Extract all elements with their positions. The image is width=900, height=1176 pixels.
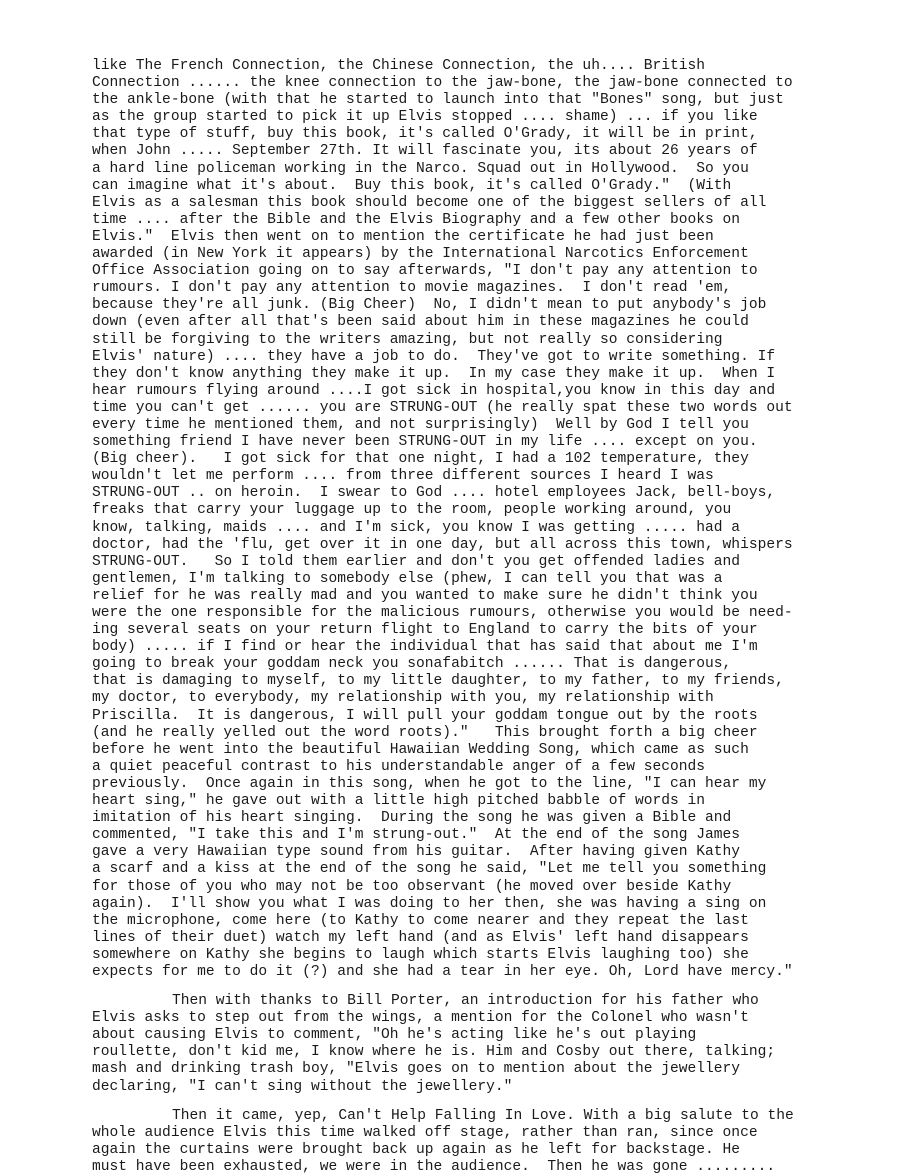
text-line: ing several seats on your return flight to England to carry the bits of your xyxy=(92,622,758,639)
text-line: the microphone, come here (to Kathy to come nearer and they repeat the last xyxy=(92,912,749,929)
text-line: because they're all junk. (Big Cheer) No, I didn't mean to put anybody's job xyxy=(92,297,767,314)
text-line: body) ..... if I find or hear the individual that has said that about me I'm xyxy=(92,639,758,656)
text-line: something friend I have never been STRUNG-OUT in my life .... except on you. xyxy=(92,434,758,451)
paragraph-2 xyxy=(92,993,852,1096)
text-line: declaring, "I can't sing without the jewellery." xyxy=(92,1078,513,1095)
text-line: previously. Once again in this song, when he got to the line, "I can hear my xyxy=(92,775,767,792)
text-line: every time he mentioned them, and not surprisingly) Well by God I tell you xyxy=(92,416,749,433)
text-line: a quiet peaceful contrast to his understandable anger of a few seconds xyxy=(92,758,706,775)
document-page xyxy=(92,58,852,1176)
text-line: time you can't get ...... you are STRUNG-OUT (he really spat these two words out xyxy=(92,399,793,416)
text-line: again). I'll show you what I was doing to her then, she was having a sing on xyxy=(92,895,767,912)
text-line: STRUNG-OUT .. on heroin. I swear to God .... hotel employees Jack, bell-boys, xyxy=(92,485,776,502)
text-line: Elvis." Elvis then went on to mention the certificate he had just been xyxy=(92,228,714,245)
text-line: heart sing," he gave out with a little high pitched babble of words in xyxy=(92,793,706,810)
text-line: Connection ...... the knee connection to the jaw-bone, the jaw-bone connected to xyxy=(92,75,793,92)
text-line: they don't know anything they make it up. In my case they make it up. When I xyxy=(92,365,776,382)
text-line: hear rumours flying around ....I got sick in hospital,you know in this day and xyxy=(92,382,776,399)
text-line: STRUNG-OUT. So I told them earlier and don't you get offended ladies and xyxy=(92,553,741,570)
text-line: can imagine what it's about. Buy this book, it's called O'Grady." (With xyxy=(92,177,732,194)
paragraph-gap xyxy=(92,1096,852,1108)
text-line: going to break your goddam neck you sonafabitch ...... That is dangerous, xyxy=(92,656,732,673)
text-line: (and he really yelled out the word roots)." This brought forth a big cheer xyxy=(92,724,758,741)
text-line: down (even after all that's been said about him in these magazines he could xyxy=(92,314,749,331)
text-line: Elvis as a salesman this book should become one of the biggest sellers of all xyxy=(92,194,767,211)
text-line: commented, "I take this and I'm strung-out." At the end of the song James xyxy=(92,827,741,844)
text-line: a hard line policeman working in the Narco. Squad out in Hollywood. So you xyxy=(92,160,749,177)
paragraph-gap xyxy=(92,981,852,993)
text-line: Office Association going on to say afterwards, "I don't pay any attention to xyxy=(92,263,758,280)
text-line: a scarf and a kiss at the end of the song he said, "Let me tell you something xyxy=(92,861,767,878)
text-line: must have been exhausted, we were in the audience. Then he was gone ......... xyxy=(92,1158,776,1175)
text-line: roullette, don't kid me, I know where he is. Him and Cosby out there, talking; xyxy=(92,1044,776,1061)
text-line: Then it came, yep, Can't Help Falling In Love. With a big salute to the xyxy=(172,1107,794,1124)
paragraph-1 xyxy=(92,58,852,981)
text-line: gentlemen, I'm talking to somebody else (phew, I can tell you that was a xyxy=(92,570,723,587)
text-line: still be forgiving to the writers amazing, but not really so considering xyxy=(92,331,723,348)
text-line: lines of their duet) watch my left hand (and as Elvis' left hand disappears xyxy=(92,929,749,946)
text-line: that is damaging to myself, to my little daughter, to my father, to my friends, xyxy=(92,673,784,690)
text-line: know, talking, maids .... and I'm sick, you know I was getting ..... had a xyxy=(92,519,741,536)
text-line: gave a very Hawaiian type sound from his guitar. After having given Kathy xyxy=(92,844,741,861)
text-line: whole audience Elvis this time walked off stage, rather than ran, since once xyxy=(92,1124,758,1141)
text-line: when John ..... September 27th. It will fascinate you, its about 26 years of xyxy=(92,143,758,160)
text-line: rumours. I don't pay any attention to movie magazines. I don't read 'em, xyxy=(92,280,732,297)
text-line: Priscilla. It is dangerous, I will pull your goddam tongue out by the roots xyxy=(92,707,758,724)
text-line: were the one responsible for the malicious rumours, otherwise you would be need- xyxy=(92,605,793,621)
text-line: Elvis asks to step out from the wings, a mention for the Colonel who wasn't xyxy=(92,1010,749,1027)
text-line: expects for me to do it (?) and she had a tear in her eye. Oh, Lord have mercy." xyxy=(92,963,793,980)
text-line: Then with thanks to Bill Porter, an introduction for his father who xyxy=(172,993,759,1010)
text-line: Elvis' nature) .... they have a job to do. They've got to write something. If xyxy=(92,348,776,365)
text-line: about causing Elvis to comment, "Oh he's acting like he's out playing xyxy=(92,1027,697,1044)
paragraph-3 xyxy=(92,1108,852,1176)
text-line: relief for he was really mad and you wanted to make sure he didn't think you xyxy=(92,587,758,604)
text-line: my doctor, to everybody, my relationship with you, my relationship with xyxy=(92,690,714,707)
text-line: that type of stuff, buy this book, it's called O'Grady, it will be in print, xyxy=(92,126,758,143)
text-line: time .... after the Bible and the Elvis Biography and a few other books on xyxy=(92,211,741,228)
text-line: the ankle-bone (with that he started to launch into that "Bones" song, but just xyxy=(92,92,784,109)
text-line: again the curtains were brought back up again as he left for backstage. He xyxy=(92,1141,741,1158)
text-line: imitation of his heart singing. During the song he was given a Bible and xyxy=(92,810,732,827)
text-line: freaks that carry your luggage up to the room, people working around, you xyxy=(92,502,732,519)
text-line: doctor, had the 'flu, get over it in one day, but all across this town, whispers xyxy=(92,536,793,553)
text-line: (Big cheer). I got sick for that one night, I had a 102 temperature, they xyxy=(92,451,749,468)
text-line: wouldn't let me perform .... from three different sources I heard I was xyxy=(92,468,714,485)
text-line: for those of you who may not be too observant (he moved over beside Kathy xyxy=(92,878,732,895)
text-line: before he went into the beautiful Hawaiian Wedding Song, which came as such xyxy=(92,741,749,758)
text-line: mash and drinking trash boy, "Elvis goes on to mention about the jewellery xyxy=(92,1061,741,1078)
text-line: awarded (in New York it appears) by the International Narcotics Enforcement xyxy=(92,246,749,263)
text-line: as the group started to pick it up Elvis stopped .... shame) ... if you like xyxy=(92,109,758,126)
text-line: somewhere on Kathy she begins to laugh which starts Elvis laughing too) she xyxy=(92,946,749,963)
text-line: like The French Connection, the Chinese Connection, the uh.... British xyxy=(92,58,706,74)
